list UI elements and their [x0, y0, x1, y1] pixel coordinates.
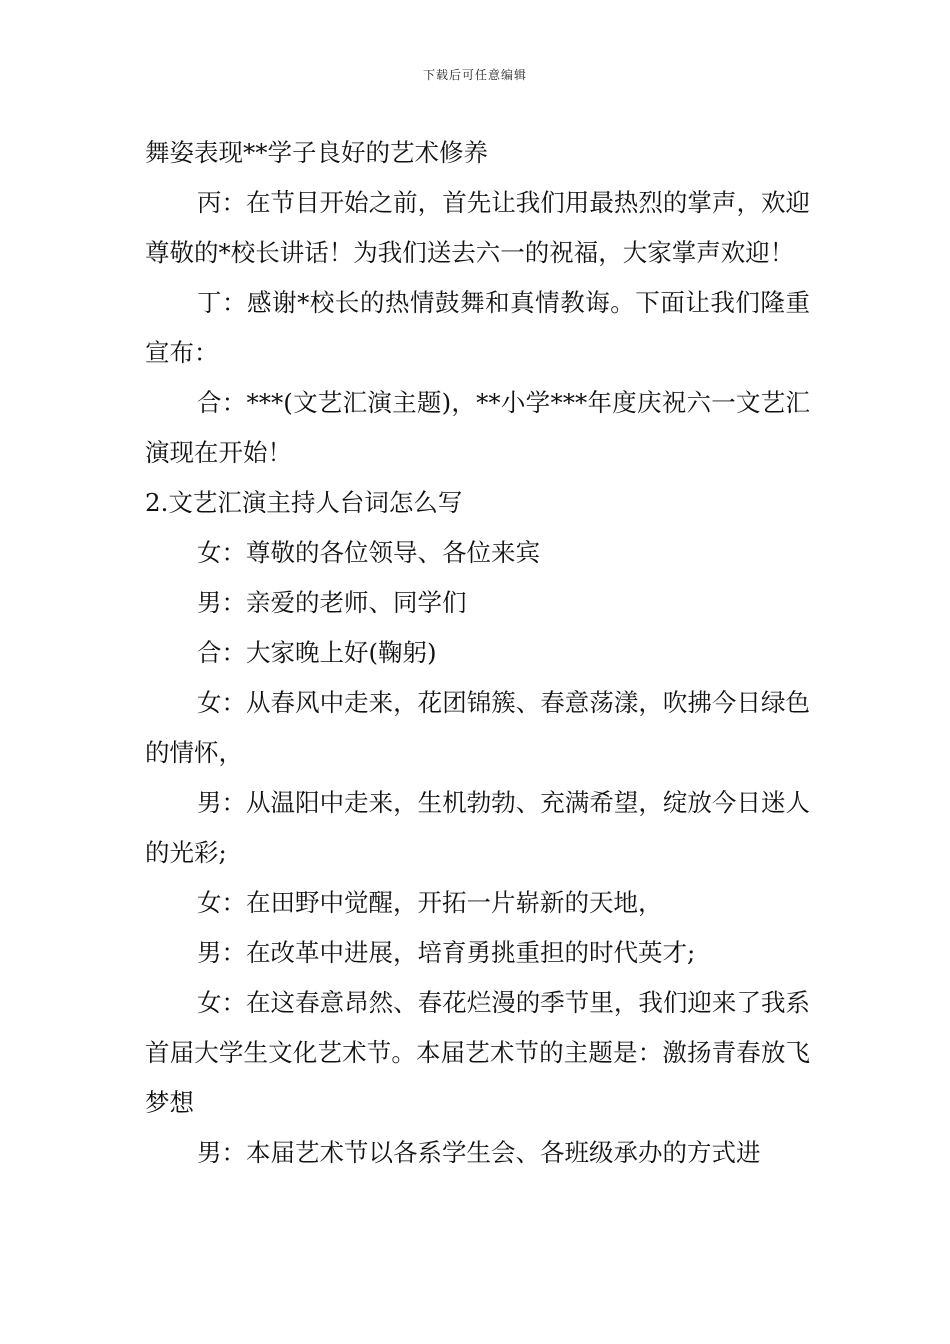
paragraph-6: 女：尊敬的各位领导、各位来宾 [197, 538, 540, 567]
paragraph-12: 男：在改革中进展，培育勇挑重担的时代英才; [197, 938, 696, 967]
paragraph-1: 舞姿表现**学子良好的艺术修养 [145, 138, 488, 167]
paragraph-10: 男：从温阳中走来，生机勃勃、充满希望，绽放今日迷人的光彩; [145, 788, 810, 867]
paragraph-13: 女：在这春意昂然、春花烂漫的季节里，我们迎来了我系首届大学生文化艺术节。本届艺术节的主题是：激扬青春放飞梦想 [145, 988, 810, 1117]
paragraph-9: 女：从春风中走来，花团锦簇、春意荡漾，吹拂今日绿色的情怀， [145, 688, 810, 767]
paragraph-11: 女：在田野中觉醒，开拓一片崭新的天地， [197, 888, 663, 917]
paragraph-14: 男：本届艺术节以各系学生会、各班级承办的方式进 [197, 1138, 761, 1167]
paragraph-7: 男：亲爱的老师、同学们 [197, 588, 467, 617]
paragraph-4: 合：***(文艺汇演主题)，**小学***年度庆祝六一文艺汇演现在开始！ [145, 388, 810, 467]
paragraph-2: 丙：在节目开始之前，首先让我们用最热烈的掌声，欢迎尊敬的*校长讲话！为我们送去六一的祝福，大家掌声欢迎！ [145, 188, 810, 267]
paragraph-3: 丁：感谢*校长的热情鼓舞和真情教诲。下面让我们隆重宣布： [145, 288, 810, 367]
document-body [145, 128, 810, 1178]
header-note: 下载后可任意编辑 [422, 68, 527, 82]
paragraph-8: 合：大家晚上好(鞠躬) [197, 638, 437, 667]
section-heading: 2.文艺汇演主持人台词怎么写 [145, 488, 463, 517]
